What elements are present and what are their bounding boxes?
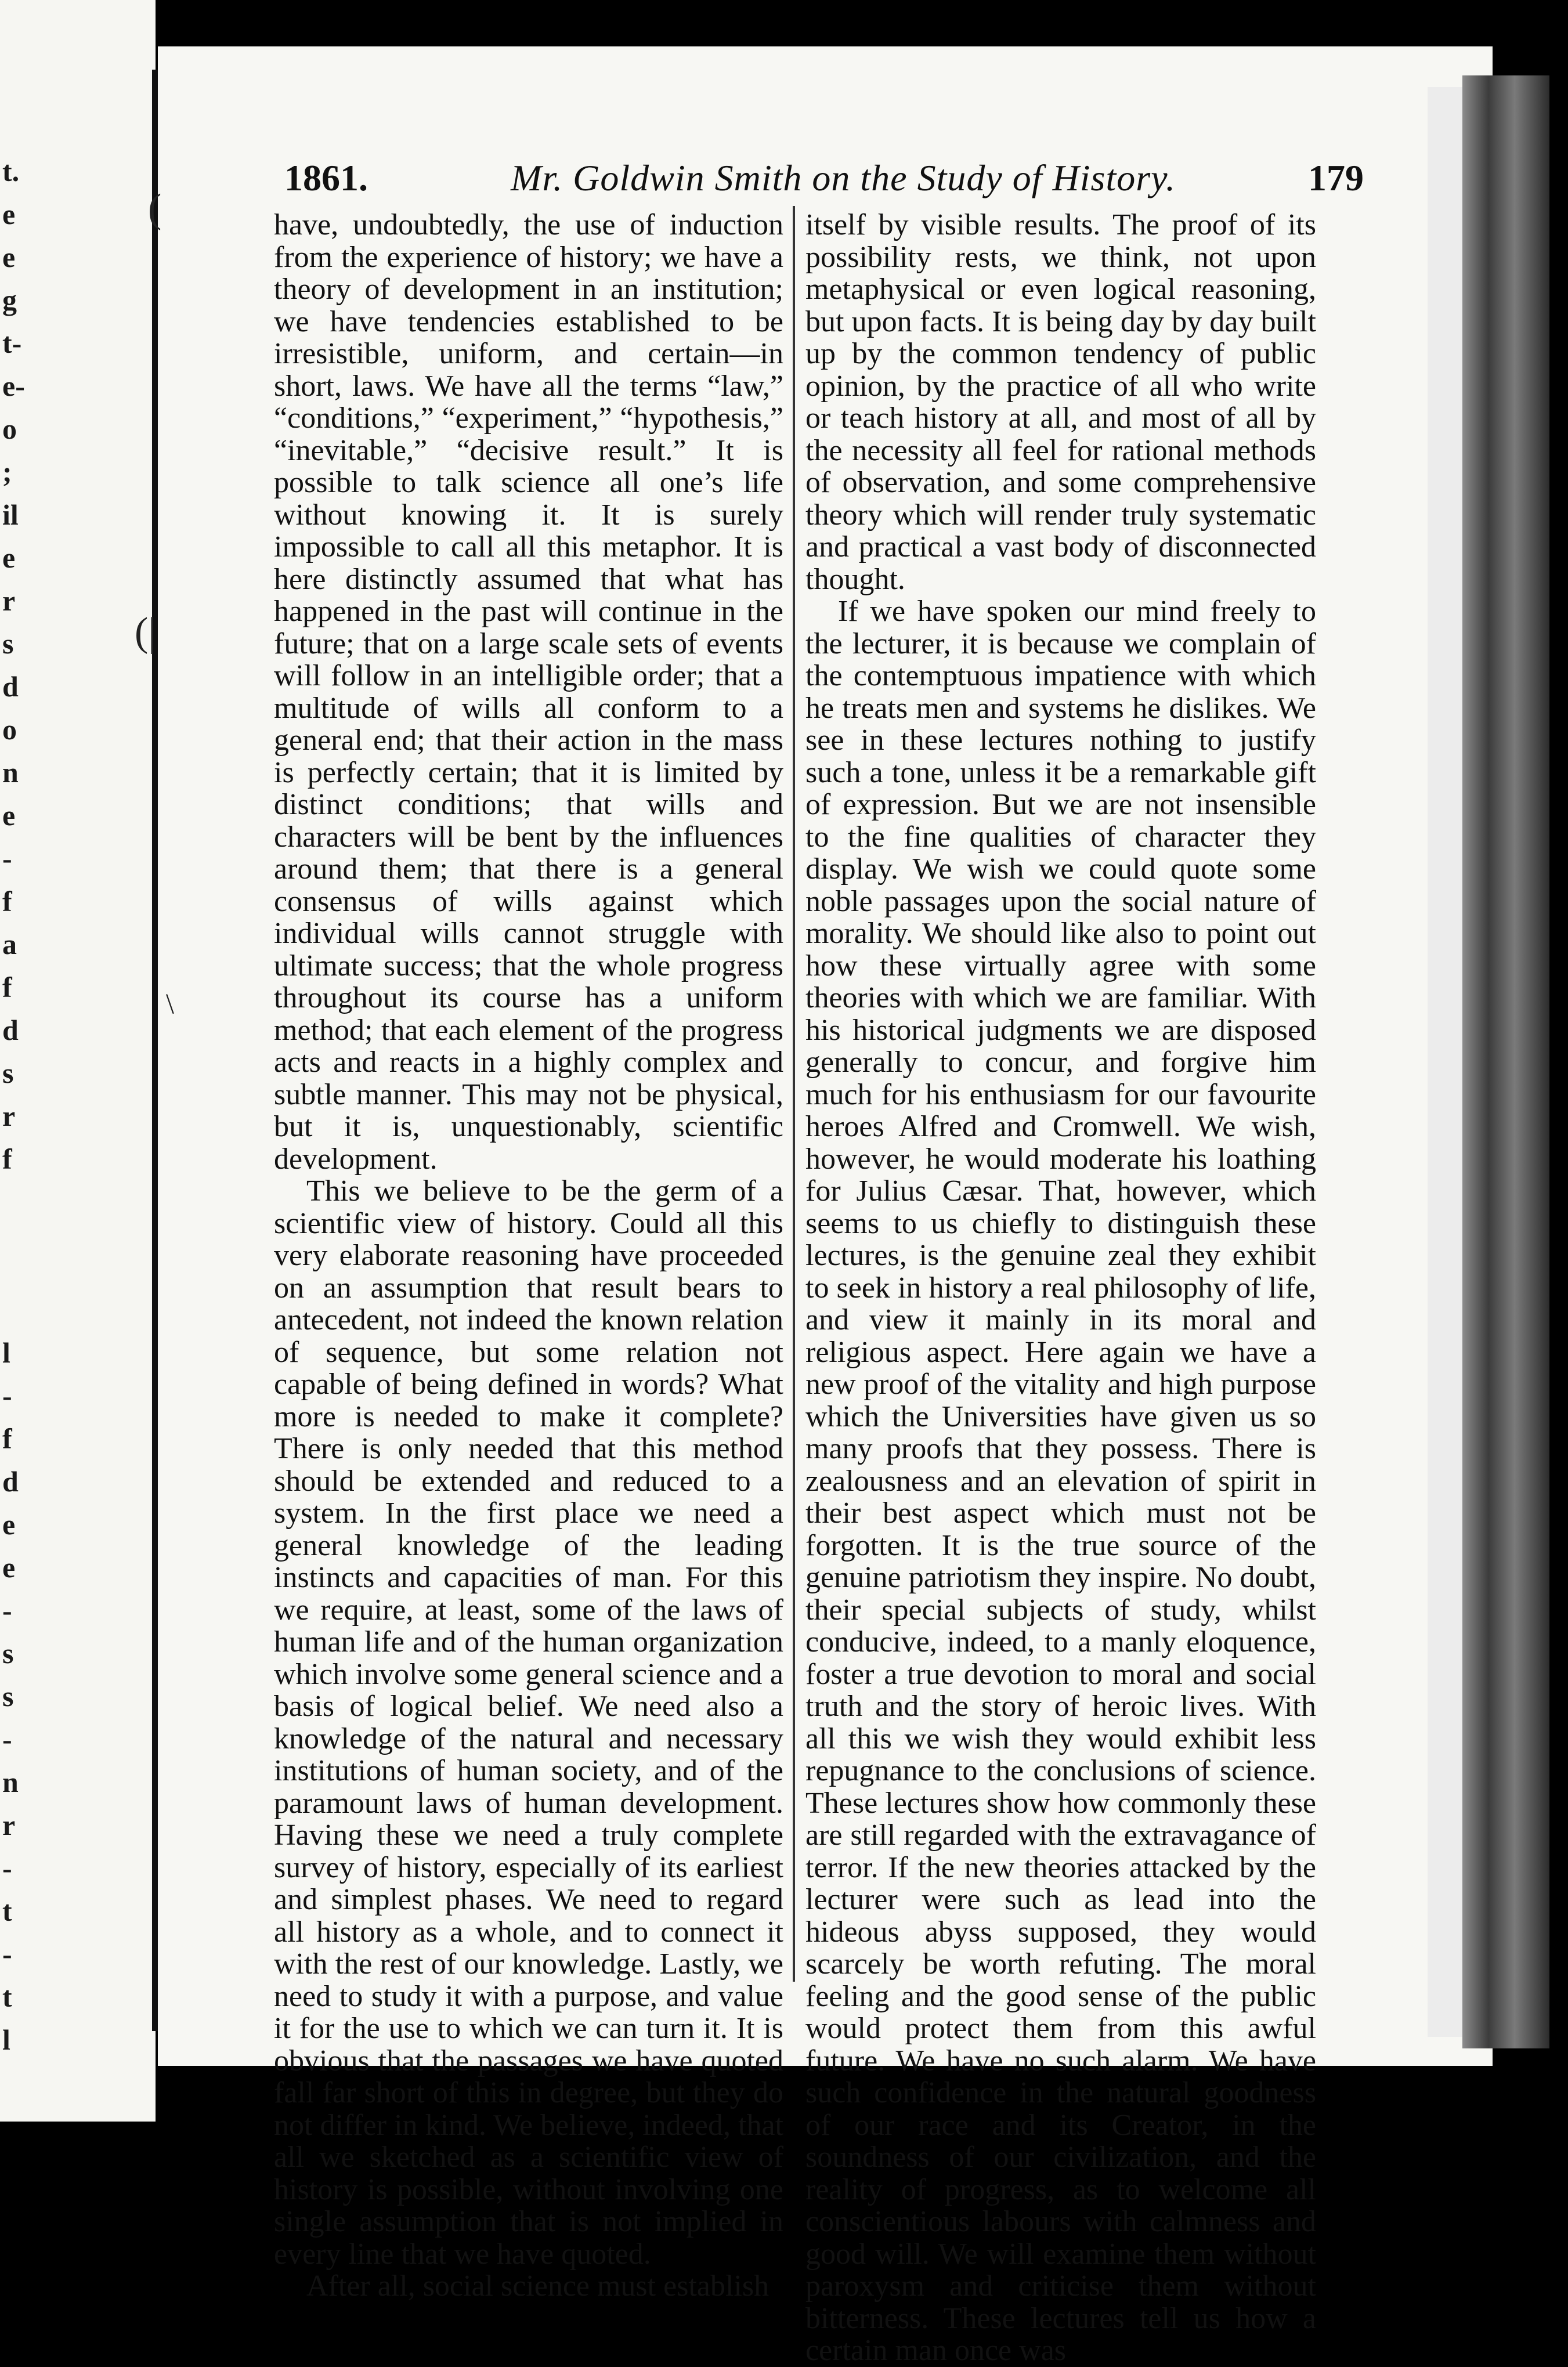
header-page-number: 179 (1308, 157, 1364, 198)
page-edge-light (1428, 87, 1462, 2037)
left-text-column (274, 209, 783, 2303)
facing-page-fragment: d (2, 1465, 19, 1498)
facing-page-fragment: - (2, 1594, 12, 1627)
facing-page-fragment: e (2, 1508, 16, 1541)
facing-page-fragment: e (2, 198, 16, 230)
facing-page-fragment: il (2, 498, 19, 531)
facing-page-fragment: - (2, 1379, 12, 1412)
right-column-paragraph-2: If we have spoken our mind freely to the lecturer, it is because we complain of the contemptuous impatience with which he treats men and systems he dislikes. We see in these lectures nothing to justify such a tone, unless it be a remarkable gift of expression. But we are not insensible to the fine qualities of character they display. We wish we could quote some noble passages upon the social nature of morality. We should like also to point out how these virtually agree with some theories with which we are familiar. With his historical judgments we are disposed generally to concur, and forgive him much for his enthusiasm for our favourite heroes Alfred and Cromwell. We wish, however, he would moderate his loathing for Julius Cæsar. That, however, which seems to us chiefly to distinguish these lectures, is the genuine zeal they exhibit to seek in history a real philosophy of life, and view it mainly in its moral and religious aspect. Here again we have a new proof of the vitality and high purpose which the Universities have given us so many proofs that they possess. There is zealousness and an elevation of spirit in their best aspect which must not be forgotten. It is the true source of the genuine patriotism they inspire. No doubt, their special subjects of study, whilst conducive, indeed, to a manly eloquence, foster a true devotion to moral and social truth and the story of heroic lives. With all this we wish they would exhibit less repugnance to the conclusions of science. These lectures show how commonly these are still regarded with the extravagance of terror. If the new theories attacked by the lecturer were such as lead into the hideous abyss supposed, they would scarcely be worth refuting. The moral feeling and the good sense of the public would protect them from this awful future. We have no such alarm. We have such confidence in the natural goodness of our race and its Creator, in the soundness of our civilization, and the reality of progress, as to welcome all conscientious labours with calmness and good will. We will examine them without paroxysm and criticise them without bitterness. These lectures tell us how a certain man once was (805, 595, 1316, 2367)
book-spine-edge (1462, 75, 1549, 2048)
facing-page-fragment: e- (2, 370, 25, 402)
facing-page-fragment: n (2, 1766, 19, 1798)
facing-page-fragment: e (2, 799, 16, 832)
facing-page-fragment: f (2, 1143, 12, 1175)
facing-page-fragment: f (2, 971, 12, 1003)
facing-page-fragment: t (2, 1981, 12, 2013)
facing-page-fragment: o (2, 413, 17, 445)
facing-page-fragment: s (2, 1057, 14, 1089)
margin-mark: (| (135, 610, 157, 655)
left-column-paragraph-2: This we believe to be the germ of a scientific view of history. Could all this very elaborate reasoning have proceeded on an assumption that result bears to antecedent, not indeed the known relation of sequence, but some relation not capable of being defined in words? What more is needed to make it complete? There is only needed that this method should be extended and reduced to a system. In the first place we need a general knowledge of the leading instincts and capacities of man. For this we require, at least, some of the laws of human life and of the human organization which involve some general science and a basis of logical belief. We need also a knowledge of the natural and necessary institutions of human society, and of the paramount laws of human development. Having these we need a truly complete survey of history, especially of its earliest and simplest phases. We need to regard all history as a whole, and to connect it with the rest of our knowledge. Lastly, we need to study it with a purpose, and value it for the use to which we can turn it. It is obvious that the passages we have quoted fall far short of this in degree, but they do not differ in kind. We believe, indeed, that all we sketched as a scientific view of history is possible, without involving one single assumption that is not implied in every line that we have quoted. (274, 1175, 783, 2271)
facing-page-fragment: - (2, 1723, 12, 1755)
facing-page-fragment: n (2, 756, 19, 789)
facing-page-fragment: s (2, 627, 14, 660)
facing-page-strip (0, 0, 156, 2122)
margin-mark: ( (148, 186, 162, 231)
facing-page-fragment: d (2, 1014, 19, 1046)
facing-page-fragment: l (2, 1336, 10, 1369)
header-year: 1861. (284, 157, 368, 198)
margin-mark: \ (166, 987, 174, 1020)
facing-page-fragment: g (2, 284, 17, 316)
facing-page-edge (152, 70, 158, 2031)
facing-page-fragment: d (2, 670, 19, 703)
left-column-paragraph-3: After all, social science must establish (306, 2270, 769, 2303)
facing-page-fragment: f (2, 1422, 12, 1455)
facing-page-fragment: f (2, 885, 12, 917)
right-column-paragraph-1: itself by visible results. The proof of its possibility rests, we think, not upon metaphysical or even logical reasoning, but upon facts. It is being day by day built up by the common tendency of public opinion, by the practice of all who write or teach history at all, and most of all by the necessity all feel for rational methods of observation, and some comprehensive theory which will render truly systematic and practical a vast body of disconnected thought. (805, 208, 1316, 596)
facing-page-fragment: - (2, 842, 12, 874)
facing-page-fragment: s (2, 1680, 14, 1712)
facing-page-fragment: a (2, 928, 17, 960)
facing-page-fragment: t- (2, 327, 22, 359)
facing-page-fragment: l (2, 2023, 10, 2056)
facing-page-fragment: e (2, 1551, 16, 1584)
facing-page-fragment: o (2, 713, 17, 746)
right-text-column (805, 209, 1316, 2367)
column-divider (793, 206, 795, 1982)
facing-page-fragment: - (2, 1852, 12, 1884)
facing-page-fragment: r (2, 1100, 16, 1132)
facing-page-fragment: r (2, 1809, 16, 1841)
facing-page-fragment: t (2, 1895, 12, 1927)
facing-page-fragment: e (2, 541, 16, 574)
facing-page-fragment: - (2, 1938, 12, 1970)
facing-page-fragment: ; (2, 456, 12, 488)
facing-page-fragment: t. (2, 155, 20, 187)
facing-page-fragment: r (2, 584, 16, 617)
facing-page-fragment: s (2, 1637, 14, 1669)
header-running-title: Mr. Goldwin Smith on the Study of History. (511, 157, 1176, 198)
facing-page-fragment: e (2, 241, 16, 273)
left-column-paragraph-1: have, undoubtedly, the use of induction from the experience of history; we have a theory of development in an institution; we have tendencies established to be irresistible, uniform, and certain—in short, laws. We have all the terms “law,” “conditions,” “experiment,” “hypothesis,” “inevitable,” “decisive result.” It is possible to talk science all one’s life without knowing it. It is surely impossible to call all this metaphor. It is here distinctly assumed that what has happened in the past will continue in the future; that on a large scale sets of events will follow in an intelligible order; that a multitude of wills all conform to a general end; that their action in the mass is perfectly certain; that it is limited by distinct conditions; that wills and characters will be bent by the influences around them; that there is a general consensus of wills against which individual wills cannot struggle with ultimate success; that the whole progress throughout its course has a uniform method; that each element of the progress acts and reacts in a highly complex and subtle manner. This may not be physical, but it is, unquestionably, scientific development. (274, 208, 783, 1176)
running-header (284, 116, 1364, 198)
